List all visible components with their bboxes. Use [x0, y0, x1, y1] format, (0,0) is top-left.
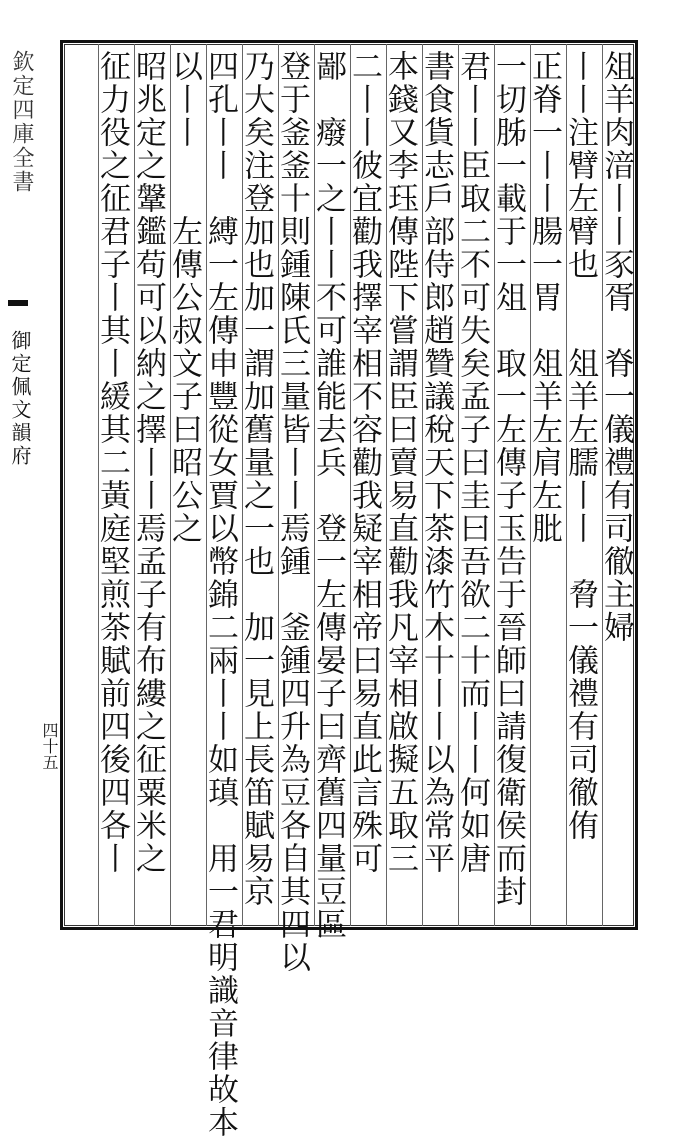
text-column: 鄙 癈一之丨丨不可誰能去兵 登一左傳晏子曰齊舊四量豆區: [310, 50, 346, 941]
text-column: 一切胏一載于一俎 取一左傳子玉告于晉師曰請復衛侯而封: [490, 50, 526, 908]
text-column: 昭兆定之鞶鑑苟可以納之擇丨丨焉孟子有布縷之征粟米之: [130, 50, 166, 875]
text-column: 征力役之征君子丨其丨緩其二黃庭堅煎茶賦前四後四各丨: [94, 50, 130, 875]
text-column: 以丨丨 左傳公叔文子曰昭公之: [166, 50, 202, 545]
book-title: 御定佩文韻府: [8, 330, 32, 468]
text-column: 本錢又李珏傳陛下嘗謂臣曰賣易直勸我凡宰相啟擬五取三: [382, 50, 418, 875]
spine-title: 欽定四庫全書: [9, 50, 34, 194]
text-column: 俎羊肉湆丨丨豕胥 脊一儀禮有司徹主婦: [598, 50, 634, 644]
fishtail-mark: [8, 300, 28, 306]
text-column: 登于釜釜十則鍾陳氏三量皆丨丨焉鍾 釜鍾四升為豆各自其四以: [274, 50, 310, 974]
text-column: 君丨丨臣取二不可失矣孟子曰圭曰吾欲二十而丨丨何如唐: [454, 50, 490, 875]
page-number: 四十五: [40, 722, 59, 770]
text-column: 正脊一丨丨腸一胃 俎羊左肩左肶: [526, 50, 562, 545]
text-column: 四孔丨丨 縛一左傳申豐從女賈以幣錦二兩丨丨如瑱 用一君明識音律故本: [202, 50, 238, 1139]
text-column: 乃大矣注登加也加一謂加舊量之一也 加一見上長笛賦易京: [238, 50, 274, 908]
text-column: 書食貨志戶部侍郎趙贊議稅天下茶漆竹木十丨丨以為常平: [418, 50, 454, 875]
text-column: 二丨丨彼宜勸我擇宰相不容勸我疑宰相帝曰易直此言殊可: [346, 50, 382, 875]
text-column: 丨丨注臂左臂也 俎羊左臑丨丨 脅一儀禮有司徹侑: [562, 50, 598, 842]
